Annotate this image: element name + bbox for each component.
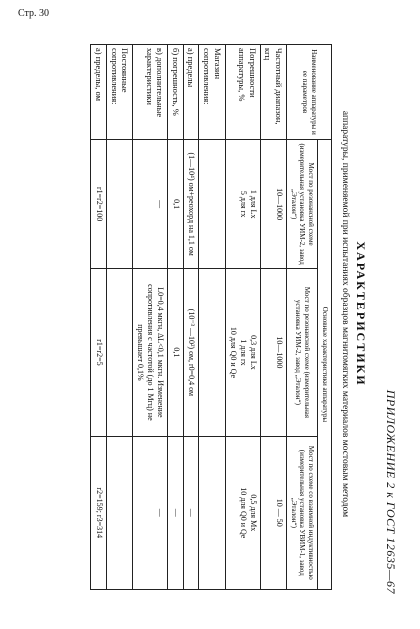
table-row	[91, 45, 107, 590]
table-row	[199, 45, 225, 590]
table-row	[260, 45, 286, 590]
characteristics-table	[90, 44, 332, 590]
table-cell-c2: 0,1	[168, 269, 184, 436]
table-cell-name: Погрешности аппаратуры, %	[225, 45, 260, 140]
table-cell-c2: L0=0,4 мкгн, ΔL<0,1 мкгн. Изменение сопротивления с частотой (до 1 Мгц) не превышает 0,1%	[133, 269, 168, 436]
table-cell-c1: 1 для Lx 5 для rx	[225, 140, 260, 269]
table-cell-c1: —	[133, 140, 168, 269]
col-header-3: Мост по схеме со взаимной индуктивностью (измерительная установка УВИМ-1, завод „Эталон“)	[287, 436, 318, 589]
table-cell-c2: 0,3 для Lx 1 для rx 10 для Q0 и Qe	[225, 269, 260, 436]
table-cell-c2	[199, 269, 225, 436]
table-cell-c3	[107, 436, 133, 589]
table-cell-c1: (1—10⁴) ом+реохорд на 1,1 ом	[183, 140, 199, 269]
table-cell-c2	[107, 269, 133, 436]
table-cell-name: в) дополнительные характеристики	[133, 45, 168, 140]
table-cell-name: Постоянные сопротивления:	[107, 45, 133, 140]
table-cell-name: Частотный диапазон, кгц	[260, 45, 286, 140]
table-row	[225, 45, 260, 590]
document-subtitle: аппаратуры, применяемой при испытаниях образцов магнитомягких материалов мостовым методом	[340, 110, 350, 518]
table-cell-c1: 0,1	[168, 140, 184, 269]
table-cell-c1: 10—1000	[260, 140, 286, 269]
table-cell-c2: (10⁻³ —10²) ом, r0=0,4 ом	[183, 269, 199, 436]
table-body	[91, 45, 287, 590]
col-header-2: Мост по резонансной схеме (измерительная установка УИМ-2, завод „Эталон“)	[287, 269, 318, 436]
table-cell-name: а) пределы, ом	[91, 45, 107, 140]
document-title: ХАРАКТЕРИСТИКИ	[354, 241, 368, 387]
table-cell-c3: —	[133, 436, 168, 589]
table-cell-c1: r1=r2=100	[91, 140, 107, 269]
col-header-1: Мост по резонансной схеме (измерительная установка УИМ-2, завод „Эталон“)	[287, 140, 318, 269]
table-cell-c3	[199, 436, 225, 589]
table-cell-c2: 10—1000	[260, 269, 286, 436]
table-cell-name: а) пределы	[183, 45, 199, 140]
table-cell-c1	[107, 140, 133, 269]
table-cell-c3: —	[168, 436, 184, 589]
table-cell-c2: r1=r2=5	[91, 269, 107, 436]
appendix-label: ПРИЛОЖЕНИЕ 2 к ГОСТ 12635—67	[384, 389, 398, 594]
table-row	[183, 45, 199, 590]
page-number: Стр. 30	[18, 8, 50, 19]
table-row	[133, 45, 168, 590]
table-cell-c3: 0,5 для Mx 10 для Q0 и Qe	[225, 436, 260, 589]
table-row	[107, 45, 133, 590]
table-cell-name: Магазин сопротивления:	[199, 45, 225, 140]
table-row	[168, 45, 184, 590]
group-header: Основные характеристики аппаратуры	[318, 140, 332, 590]
rotated-page-content	[18, 34, 398, 594]
table-cell-c3: 10 — 50	[260, 436, 286, 589]
table-cell-c3: r2=159; r3=314	[91, 436, 107, 589]
table-cell-c3: —	[183, 436, 199, 589]
table-cell-c1	[199, 140, 225, 269]
col-name-header: Наименование аппаратуры и ее параметров	[287, 45, 332, 140]
table-cell-name: б) погрешность, %	[168, 45, 184, 140]
